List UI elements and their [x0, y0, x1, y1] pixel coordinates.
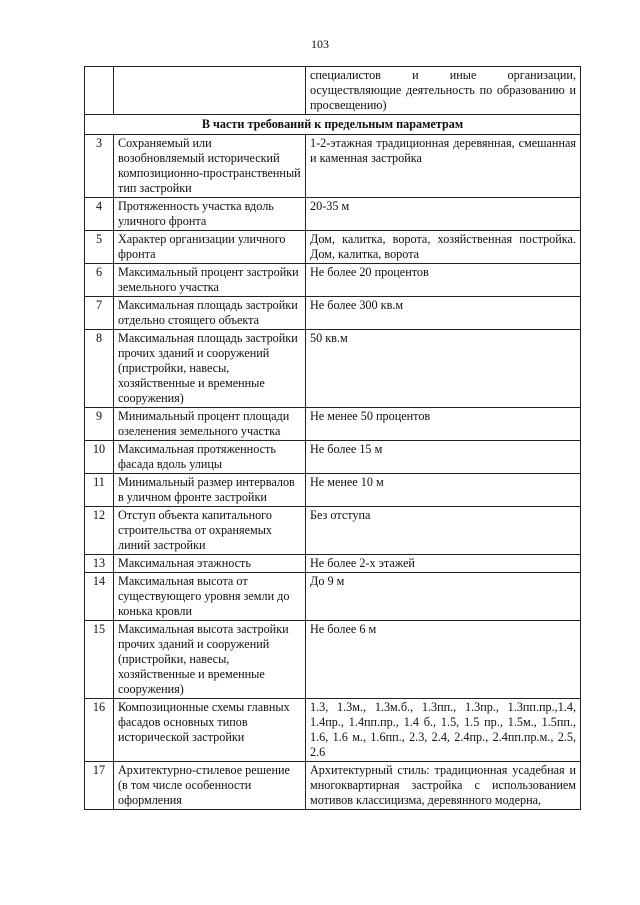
- value-cell: Не более 6 м: [306, 621, 581, 699]
- table-row: [85, 441, 581, 474]
- row-number: 11: [85, 474, 114, 507]
- table-row: [85, 474, 581, 507]
- parameter-cell: Максимальная высота от существующего уровня земли до конька кровли: [114, 573, 306, 621]
- table-row: [85, 297, 581, 330]
- value-cell: специалистов и иные организации, осуществляющие деятельность по образованию и просвещению): [306, 67, 581, 115]
- row-number: 7: [85, 297, 114, 330]
- table-row: [85, 198, 581, 231]
- parameter-cell: Максимальная площадь застройки отдельно стоящего объекта: [114, 297, 306, 330]
- parameter-cell: Максимальный процент застройки земельного участка: [114, 264, 306, 297]
- row-number: 17: [85, 762, 114, 810]
- value-cell: 1-2-этажная традиционная деревянная, смешанная и каменная застройка: [306, 135, 581, 198]
- row-number: 3: [85, 135, 114, 198]
- table-row: [85, 231, 581, 264]
- value-cell: Не менее 50 процентов: [306, 408, 581, 441]
- row-number: [85, 67, 114, 115]
- section-row: [85, 115, 581, 135]
- parameter-cell: Отступ объекта капитального строительства от охраняемых линий застройки: [114, 507, 306, 555]
- parameter-cell: Максимальная протяженность фасада вдоль улицы: [114, 441, 306, 474]
- table-row: [85, 264, 581, 297]
- row-number: 9: [85, 408, 114, 441]
- parameter-cell: Минимальный размер интервалов в уличном фронте застройки: [114, 474, 306, 507]
- value-cell: Не более 2-х этажей: [306, 555, 581, 573]
- row-number: 8: [85, 330, 114, 408]
- row-number: 12: [85, 507, 114, 555]
- row-number: 14: [85, 573, 114, 621]
- value-cell: Архитектурный стиль: традиционная усадебная и многоквартирная застройка с использованием мотивов классицизма, деревянного модерна,: [306, 762, 581, 810]
- parameter-cell: Максимальная этажность: [114, 555, 306, 573]
- value-cell: 50 кв.м: [306, 330, 581, 408]
- section-title: В части требований к предельным параметрам: [85, 115, 581, 135]
- table-row: [85, 762, 581, 810]
- requirements-table: [84, 66, 581, 810]
- table-row: [85, 555, 581, 573]
- value-cell: 20-35 м: [306, 198, 581, 231]
- row-number: 10: [85, 441, 114, 474]
- value-cell: Дом, калитка, ворота, хозяйственная постройка. Дом, калитка, ворота: [306, 231, 581, 264]
- table-row: [85, 135, 581, 198]
- row-number: 4: [85, 198, 114, 231]
- parameter-cell: Максимальная площадь застройки прочих зданий и сооружений (пристройки, навесы, хозяйственные и временные сооружения): [114, 330, 306, 408]
- parameter-cell: Композиционные схемы главных фасадов основных типов исторической застройки: [114, 699, 306, 762]
- value-cell: До 9 м: [306, 573, 581, 621]
- table-row: [85, 699, 581, 762]
- table-row: [85, 573, 581, 621]
- table-row: [85, 408, 581, 441]
- table-row: [85, 507, 581, 555]
- parameter-cell: Архитектурно-стилевое решение (в том числе особенности оформления: [114, 762, 306, 810]
- table-row: [85, 621, 581, 699]
- parameter-cell: Минимальный процент площади озеленения земельного участка: [114, 408, 306, 441]
- row-number: 13: [85, 555, 114, 573]
- parameter-cell: Протяженность участка вдоль уличного фронта: [114, 198, 306, 231]
- value-cell: Не более 20 процентов: [306, 264, 581, 297]
- table-row: [85, 330, 581, 408]
- parameter-cell: [114, 67, 306, 115]
- parameter-cell: Сохраняемый или возобновляемый исторический композиционно-пространственный тип застройки: [114, 135, 306, 198]
- value-cell: 1.3, 1.3м., 1.3м.б., 1.3пп., 1.3пр., 1.3пп.пр.,1.4, 1.4пр., 1.4пп.пр., 1.4 б., 1.5, 1.5 пр., 1.5м., 1.5пп., 1.6, 1.6 м., 1.6пп., 2.3, 2.4, 2.4пр., 2.4пп.пр.м., 2.5, 2.6: [306, 699, 581, 762]
- row-number: 5: [85, 231, 114, 264]
- value-cell: Без отступа: [306, 507, 581, 555]
- row-number: 16: [85, 699, 114, 762]
- value-cell: Не более 15 м: [306, 441, 581, 474]
- table-row: [85, 67, 581, 115]
- page-number: 103: [311, 37, 329, 51]
- row-number: 15: [85, 621, 114, 699]
- value-cell: Не менее 10 м: [306, 474, 581, 507]
- parameter-cell: Максимальная высота застройки прочих зданий и сооружений (пристройки, навесы, хозяйственные и временные сооружения): [114, 621, 306, 699]
- table-body: [85, 135, 581, 810]
- value-cell: Не более 300 кв.м: [306, 297, 581, 330]
- parameter-cell: Характер организации уличного фронта: [114, 231, 306, 264]
- row-number: 6: [85, 264, 114, 297]
